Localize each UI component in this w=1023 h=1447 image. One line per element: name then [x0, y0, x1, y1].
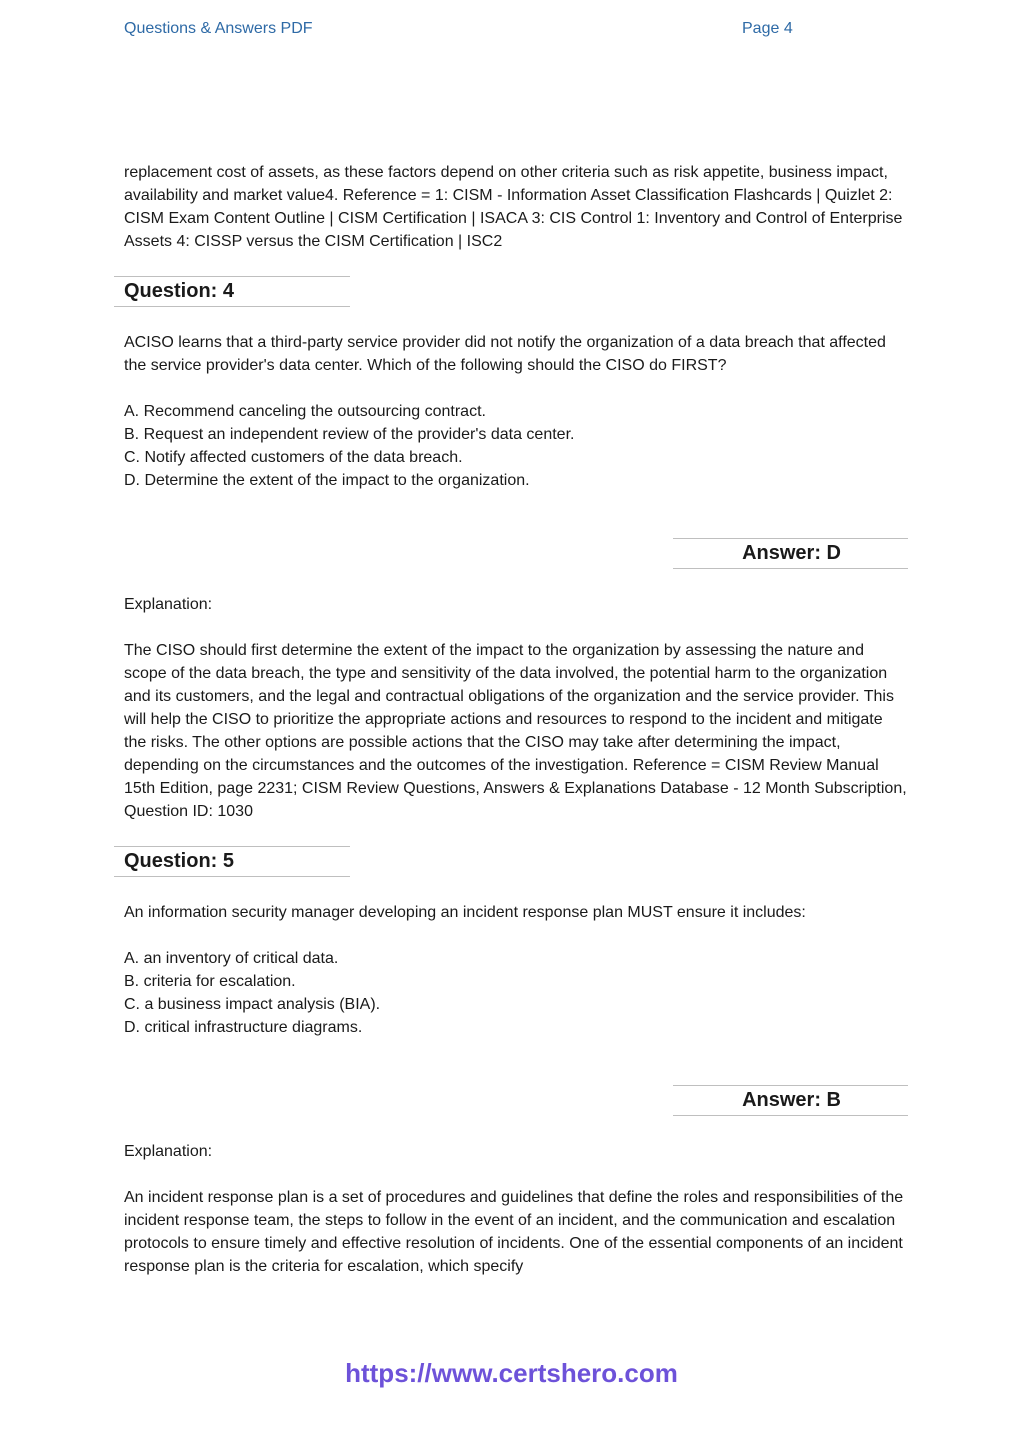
page-number: Page 4 — [742, 20, 793, 37]
question-5-option-d: D. critical infrastructure diagrams. — [124, 1019, 363, 1036]
question-4-option-a: A. Recommend canceling the outsourcing contract. — [124, 403, 486, 420]
question-4-option-b: B. Request an independent review of the provider's data center. — [124, 426, 575, 443]
question-4-option-d: D. Determine the extent of the impact to the organization. — [124, 472, 530, 489]
question-4-heading: Question: 4 — [124, 280, 235, 302]
question-5-option-c: C. a business impact analysis (BIA). — [124, 996, 381, 1013]
question-4-heading-box — [114, 276, 350, 307]
question-5-answer: Answer: B — [742, 1089, 841, 1111]
question-5-options — [124, 947, 380, 1039]
question-4-answer: Answer: D — [742, 542, 841, 564]
question-4-answer-box — [673, 538, 908, 569]
intro-paragraph: replacement cost of assets, as these factors depend on other criteria such as risk appetite, business impact, availability and market value4. Reference = 1: CISM - Information Asset Classification Flashcards | Quizlet 2: CISM Exam Content Outline | CISM Certification | ISACA 3: CIS Control 1: Inventory and Control of Enterprise Assets 4: CISSP versus the CISM Certification | ISC2 — [124, 164, 903, 250]
question-4-option-c: C. Notify affected customers of the data breach. — [124, 449, 463, 466]
question-4-options — [124, 400, 574, 492]
question-4-text: ACISO learns that a third-party service provider did not notify the organization of a data breach that affected the service provider's data center. Which of the following should the CISO do FIRST? — [124, 334, 886, 374]
question-5-text: An information security manager developing an incident response plan MUST ensure it includes: — [124, 904, 806, 921]
question-4-explanation-label: Explanation: — [124, 596, 213, 613]
question-5-explanation: An incident response plan is a set of procedures and guidelines that define the roles and responsibilities of the incident response team, the steps to follow in the event of an incident, and the communication and escalation protocols to ensure timely and effective resolution of incidents. One of the essential components of an incident response plan is the criteria for escalation, which specify — [124, 1189, 904, 1275]
question-5-option-b: B. criteria for escalation. — [124, 973, 296, 990]
question-5-heading-box — [114, 846, 350, 877]
question-5-heading: Question: 5 — [124, 850, 235, 872]
question-5-option-a: A. an inventory of critical data. — [124, 950, 339, 967]
document-title: Questions & Answers PDF — [124, 20, 313, 37]
certshero-link[interactable]: https://www.certshero.com — [345, 1358, 678, 1388]
question-5-answer-box — [673, 1085, 908, 1116]
question-4-explanation: The CISO should first determine the extent of the impact to the organization by assessing the nature and scope of the data breach, the type and sensitivity of the data involved, the potential harm to the organization and its customers, and the legal and contractual obligations of the organization and the service provider. This will help the CISO to prioritize the appropriate actions and resources to respond to the incident and mitigate the risks. The other options are possible actions that the CISO may take after determining the impact, depending on the circumstances and the outcomes of the investigation. Reference = CISM Review Manual 15th Edition, page 2231; CISM Review Questions, Answers & Explanations Database - 12 Month Subscription, Question ID: 1030 — [124, 642, 907, 820]
question-5-explanation-label: Explanation: — [124, 1143, 213, 1160]
